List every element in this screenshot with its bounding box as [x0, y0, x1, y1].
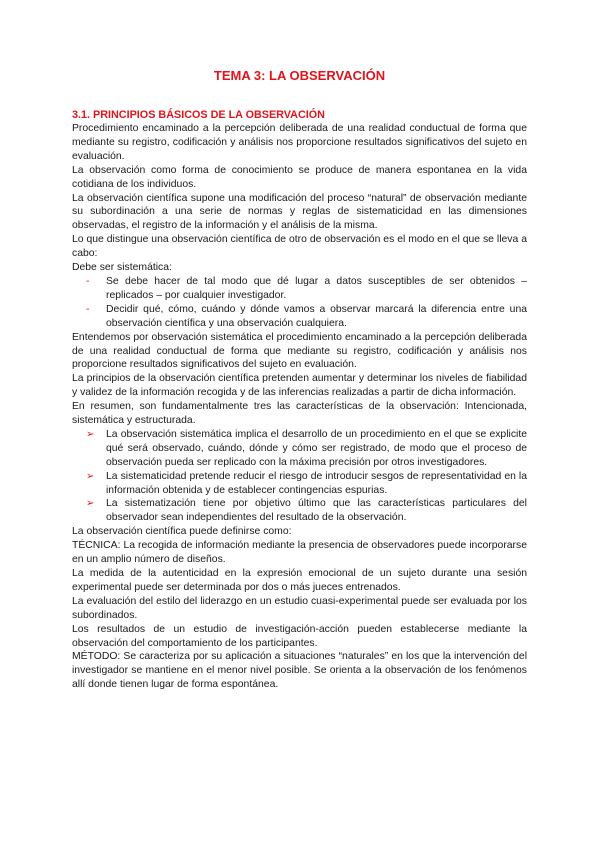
arrow-bullet-icon: ➢ [86, 498, 95, 510]
page-title: TEMA 3: LA OBSERVACIÓN [213, 68, 386, 83]
dash-list [72, 275, 527, 331]
paragraph-technique: TÉCNICA: La recogida de información mediante la presencia de observadores puede incorporarse en un amplio número de diseños. [72, 540, 527, 566]
dash-bullet-icon: - [86, 275, 90, 287]
list-item [72, 470, 527, 498]
list-item [72, 303, 527, 331]
paragraph-summary: En resumen, son fundamentalmente tres las características de la observación: Intencionada, sistemática y estructurada. [72, 401, 527, 427]
paragraph-principles: La principios de la observación científica pretenden aumentar y determinar los niveles de fiabilidad y validez de la información recogida y de las inferencias realizadas a partir de dicha información. [72, 373, 527, 399]
document-page [72, 68, 527, 692]
paragraph-example-action-research: Los resultados de un estudio de investigación-acción pueden establecerse mediante la observación del comportamiento de los participantes. [72, 623, 527, 649]
paragraph-example-leadership: La evaluación del estilo del liderazgo en un estudio cuasi-experimental puede ser evaluada por los subordinados. [72, 595, 527, 621]
list-item-text: La sistematicidad pretende reducir el riesgo de introducir sesgos de representatividad en la información obtenida y de establecer contingencias espurias. [106, 470, 527, 496]
paragraph-method: MÉTODO: Se caracteriza por su aplicación a situaciones “naturales” en los que la intervención del investigador se mantiene en el menor nivel posible. Se orienta a la observación de los fenómenos allí donde tienen lugar de forma espontánea. [72, 651, 527, 691]
paragraph-systematic-observation: Entendemos por observación sistemática el procedimiento encaminado a la percepción deliberada de una realidad conductual de forma que mediante su registro, codificación y análisis nos proporcione resultados significativos del sujeto en evaluación. [72, 331, 527, 371]
section-heading: 3.1. PRINCIPIOS BÁSICOS DE LA OBSERVACIÓN [72, 109, 325, 121]
paragraph-must-be-systematic: Debe ser sistemática: [72, 262, 172, 274]
paragraph-distinguish: Lo que distingue una observación científica de otro de observación es el modo en el que se lleva a cabo: [72, 234, 527, 260]
list-item [72, 497, 527, 525]
list-item-text: La observación sistemática implica el desarrollo de un procedimiento en el que se explicite qué será observado, cuándo, dónde y cómo ser registrado, de modo que el proceso de observación pueda ser replicado con la máxima precisión por otros investigadores. [106, 428, 527, 468]
paragraph-definable: La observación científica puede definirse como: [72, 526, 292, 538]
list-item-text: Se debe hacer de tal modo que dé lugar a datos susceptibles de ser obtenidos – replicados – por cualquier investigador. [106, 275, 527, 301]
paragraph-definition: Procedimiento encaminado a la percepción deliberada de una realidad conductual de forma que mediante su registro, codificación y análisis nos proporcione resultados significativos del sujeto en evaluación. [72, 123, 527, 162]
list-item [72, 275, 527, 303]
list-item [72, 428, 527, 470]
dash-bullet-icon: - [86, 303, 90, 315]
list-item-text: Decidir qué, cómo, cuándo y dónde vamos a observar marcará la diferencia entre una observación científica y una observación cualquiera. [106, 303, 527, 329]
arrow-bullet-icon: ➢ [86, 428, 95, 440]
arrow-list [72, 428, 527, 525]
paragraph-example-authenticity: La medida de la autenticidad en la expresión emocional de un sujeto durante una sesión experimental puede ser determinada por dos o más jueces entrenados. [72, 568, 527, 593]
paragraph-scientific: La observación científica supone una modificación del proceso “natural” de observación mediante su subordinación a una serie de normas y reglas de sistematicidad en las dimensiones observadas, el registro de la información y el análisis de la misma. [72, 192, 527, 232]
list-item-text: La sistematización tiene por objetivo último que las características particulares del observador sean independientes del resultado de la observación. [106, 498, 527, 524]
arrow-bullet-icon: ➢ [86, 470, 95, 482]
paragraph-spontaneous: La observación como forma de conocimiento se produce de manera espontanea en la vida cotidiana de los individuos. [72, 164, 527, 190]
